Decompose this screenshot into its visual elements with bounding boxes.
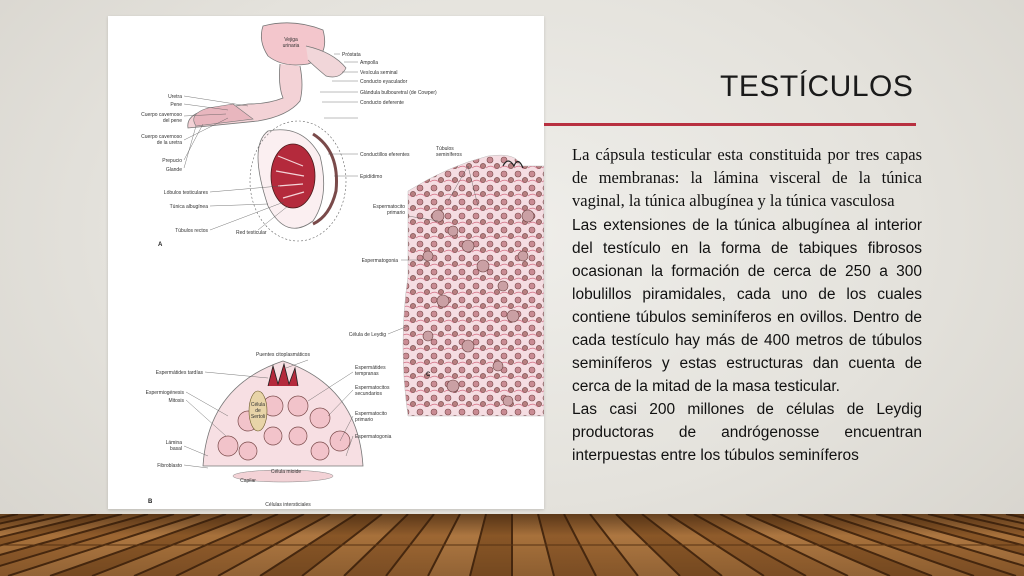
label-celulas-intersticiales: Células intersticiales bbox=[265, 502, 311, 508]
label-fibroblasto: Fibroblasto bbox=[157, 463, 182, 469]
label-lobulos: Lóbulos testiculares bbox=[163, 190, 208, 196]
label-capilar: Capilar bbox=[240, 478, 256, 484]
label-conducto-eyaculador: Conducto eyaculador bbox=[360, 79, 408, 85]
label-cuerpo-cav-uretra-1: Cuerpo cavernoso bbox=[141, 134, 182, 140]
label-de: de bbox=[255, 408, 261, 414]
label-vejiga-1: Vejiga bbox=[284, 37, 298, 43]
label-celula-mioide: Célula mioide bbox=[270, 469, 302, 475]
label-conducto-deferente: Conducto deferente bbox=[360, 100, 404, 106]
label-tubulos-rectos: Túbulos rectos bbox=[175, 228, 208, 234]
paragraph-leydig: Las casi 200 millones de células de Leydig productoras de andrógenosse encuentran interpuestas entre los túbulos seminíferos bbox=[572, 401, 922, 464]
label-espermatocito-c-1: Espermatocito bbox=[373, 204, 405, 210]
label-epididimo: Epidídimo bbox=[360, 174, 383, 180]
panel-c-letter: C bbox=[426, 372, 431, 378]
label-espermatocitos-sec-1: Espermatocitos bbox=[355, 385, 390, 391]
label-espermatocitos-sec-2: secundarios bbox=[355, 391, 382, 397]
label-prostata: Próstata bbox=[342, 52, 361, 58]
paragraph-capsula: La cápsula testicular esta constituida por tres capas de membranas: la lámina visceral de la túnica vaginal, la túnica albugínea y la túnica vasculosa bbox=[572, 145, 922, 210]
label-sertoli: Sertoli bbox=[250, 414, 266, 420]
label-cuerpo-cav-uretra-2: de la uretra bbox=[156, 140, 182, 146]
label-espermatocito-prim-1: Espermatocito bbox=[355, 411, 387, 417]
label-espermatocito-c-2: primario bbox=[386, 210, 405, 216]
label-conductillos: Conductillos eferentes bbox=[360, 152, 410, 158]
body-text bbox=[572, 143, 922, 467]
label-espermatides-tardias: Espermátides tardías bbox=[155, 370, 203, 376]
histology-tissue bbox=[403, 155, 544, 416]
label-prepucio: Prepucio bbox=[162, 158, 182, 164]
label-cuerpo-cav-2: del pene bbox=[162, 118, 182, 124]
paragraph-extensiones: Las extensiones de la túnica albugínea al interior del testículo en la forma de tabiques fibrosos ocasionan la formación de cerca de 250 a 300 lobulillos piramidales, cada uno de los cuales contiene túbulos seminíferos en ovillos. Dentro de cada testículo hay más de 400 metros de túbulos seminíferos y estas estructuras dan cuenta de cerca de la mitad de la masa testicular. bbox=[572, 217, 922, 395]
label-cuerpo-cav-1: Cuerpo cavernoso bbox=[141, 112, 182, 118]
panel-b bbox=[146, 352, 392, 508]
label-tubulos-seminiferos-2: seminíferos bbox=[436, 152, 462, 158]
label-celula: Célula bbox=[250, 402, 266, 408]
label-espermatogonia-b: Espermatogonia bbox=[355, 434, 392, 440]
title-underline bbox=[544, 123, 916, 126]
label-tubulos-seminiferos-1: Túbulos bbox=[436, 146, 454, 152]
testicular-lobules-shape bbox=[271, 144, 315, 208]
panel-a-letter: A bbox=[158, 242, 163, 248]
panel-b-letter: B bbox=[148, 499, 153, 505]
seminal-vesicle-shape bbox=[306, 46, 346, 77]
label-tunica: Túnica albugínea bbox=[169, 204, 208, 210]
anatomy-illustration bbox=[108, 16, 544, 509]
label-leydig: Célula de Leydig bbox=[348, 332, 386, 338]
panel-a-labels-right bbox=[342, 52, 437, 180]
wood-floor bbox=[0, 514, 1024, 576]
slide-title: TESTÍCULOS bbox=[720, 70, 914, 103]
label-red-testicular: Red testicular bbox=[236, 230, 267, 236]
label-uretra: Uretra bbox=[168, 94, 182, 100]
label-lamina-1: Lámina bbox=[165, 440, 182, 446]
label-vejiga-2: urinaria bbox=[282, 43, 300, 49]
label-espermatides-tempranas-1: Espermátides bbox=[355, 365, 386, 371]
label-espermatocito-prim-2: primario bbox=[355, 417, 374, 423]
label-ampolla: Ampolla bbox=[360, 60, 379, 66]
label-glande: Glande bbox=[165, 167, 182, 173]
label-espermatogonia-c: Espermatogonia bbox=[361, 258, 398, 264]
label-lamina-2: basal bbox=[170, 446, 182, 452]
label-pene: Pene bbox=[170, 102, 182, 108]
anatomy-figure bbox=[108, 16, 544, 509]
label-glandula: Glándula bulbouretral (de Cowper) bbox=[360, 90, 437, 96]
label-espermiogenesis: Espermiogénesis bbox=[145, 390, 184, 396]
label-espermatides-tempranas-2: tempranas bbox=[355, 371, 379, 377]
label-vesicula: Vesícula seminal bbox=[360, 70, 398, 76]
label-puentes: Puentes citoplasmáticos bbox=[256, 352, 310, 358]
label-mitosis: Mitosis bbox=[168, 398, 184, 404]
